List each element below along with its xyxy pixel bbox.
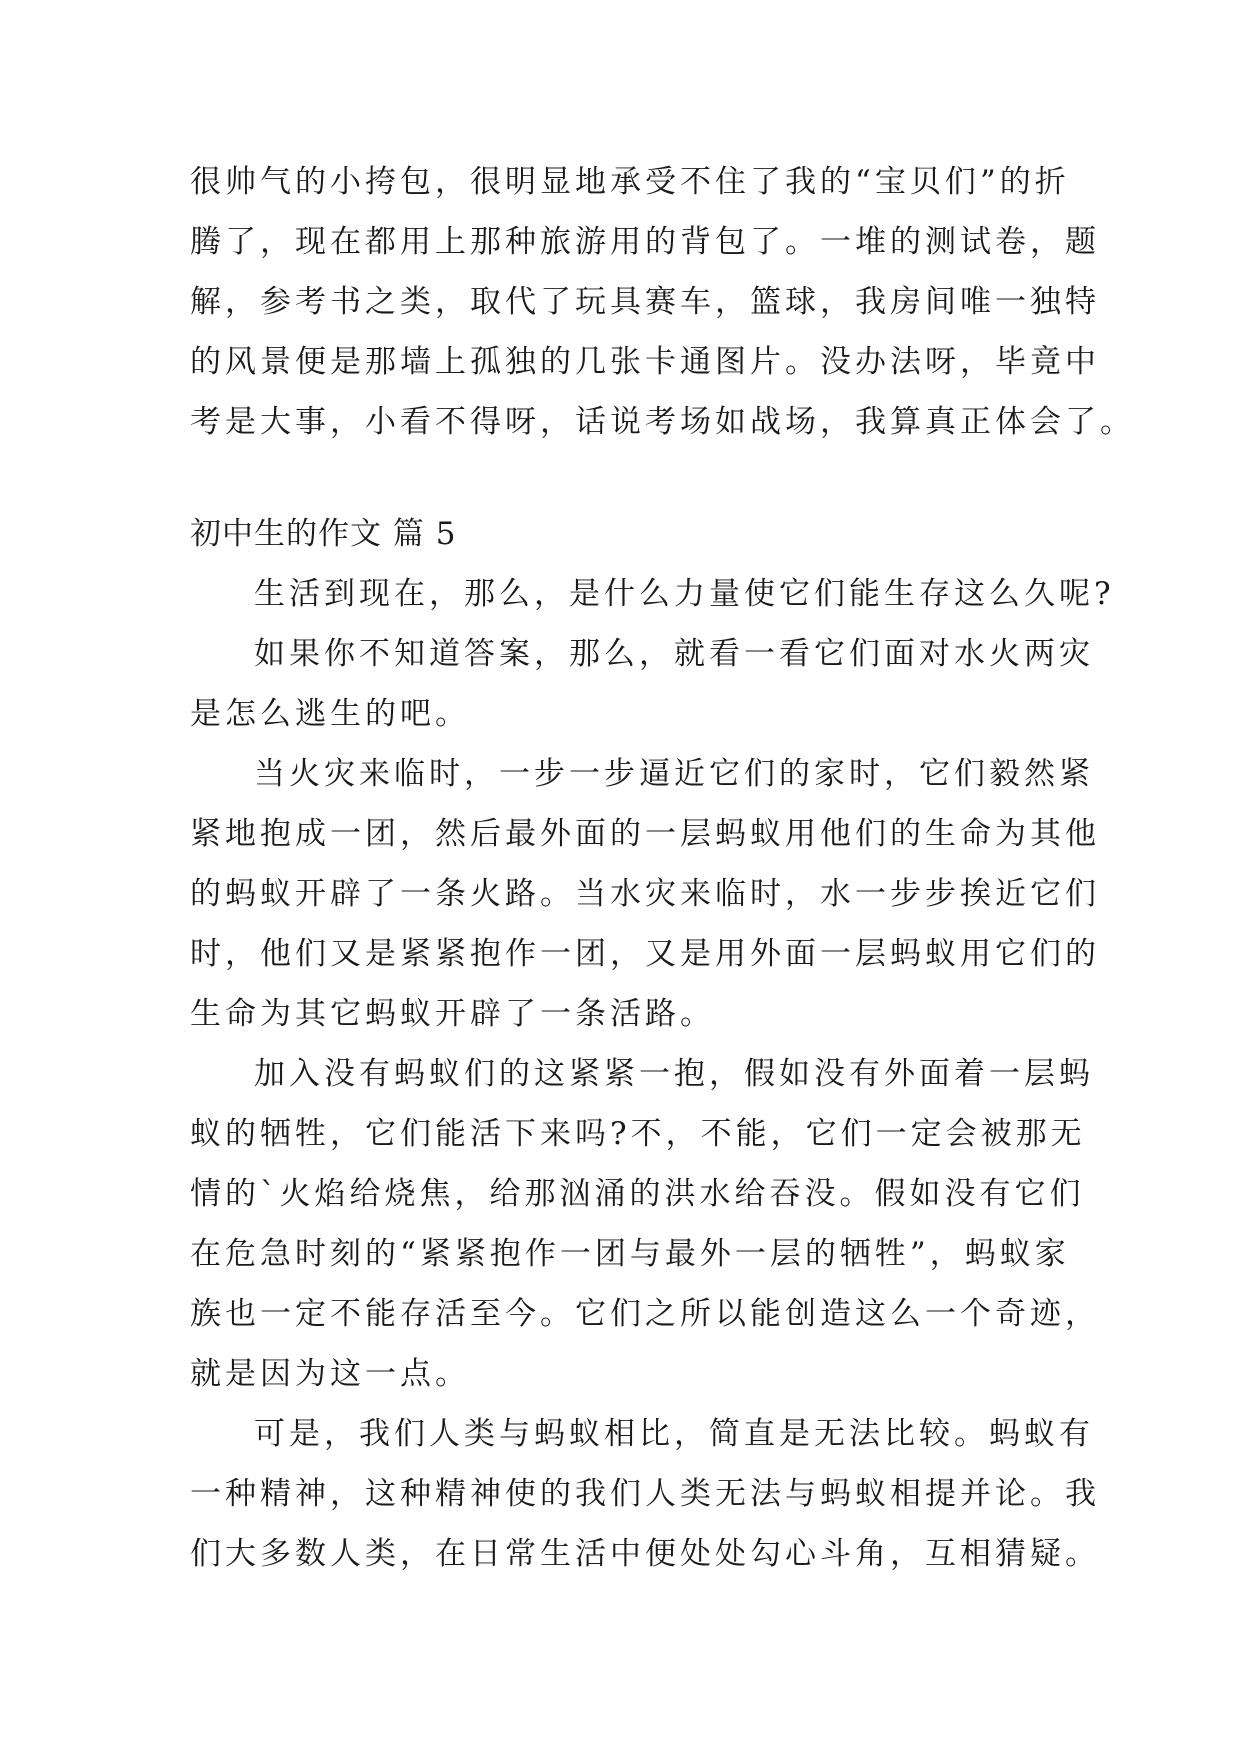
text-line: 加入没有蚂蚁们的这紧紧一抱，假如没有外面着一层蚂 xyxy=(254,1056,1094,1092)
text-line: 们大多数人类，在日常生活中便处处勾心斗角，互相猜疑。 xyxy=(190,1536,1100,1572)
text-line: 紧地抱成一团，然后最外面的一层蚂蚁用他们的生命为其他 xyxy=(190,816,1100,852)
text-line: 当火灾来临时，一步一步逼近它们的家时，它们毅然紧 xyxy=(254,756,1094,792)
text-line: 蚁的牺牲，它们能活下来吗?不，不能，它们一定会被那无 xyxy=(190,1116,1086,1152)
text-line: 解，参考书之类，取代了玩具赛车，篮球，我房间唯一独特 xyxy=(190,284,1100,320)
text-line: 的风景便是那墙上孤独的几张卡通图片。没办法呀，毕竟中 xyxy=(190,344,1100,380)
text-line: 考是大事，小看不得呀，话说考场如战场，我算真正体会了。 xyxy=(190,404,1135,440)
text-line: 生命为其它蚂蚁开辟了一条活路。 xyxy=(190,996,715,1032)
section-title: 初中生的作文 篇 5 xyxy=(190,516,457,552)
text-line: 腾了，现在都用上那种旅游用的背包了。一堆的测试卷，题 xyxy=(190,224,1100,260)
text-line: 如果你不知道答案，那么，就看一看它们面对水火两灾 xyxy=(254,636,1094,672)
text-line: 时，他们又是紧紧抱作一团，又是用外面一层蚂蚁用它们的 xyxy=(190,936,1100,972)
text-line: 一种精神，这种精神使的我们人类无法与蚂蚁相提并论。我 xyxy=(190,1476,1100,1512)
text-line: 就是因为这一点。 xyxy=(190,1356,470,1392)
text-line: 族也一定不能存活至今。它们之所以能创造这么一个奇迹， xyxy=(190,1296,1100,1332)
text-line: 情的`火焰给烧焦，给那汹涌的洪水给吞没。假如没有它们 xyxy=(190,1176,1085,1212)
text-line: 在危急时刻的“紧紧抱作一团与最外一层的牺牲”，蚂蚁家 xyxy=(190,1236,1070,1272)
text-line: 可是，我们人类与蚂蚁相比，简直是无法比较。蚂蚁有 xyxy=(254,1416,1094,1452)
text-line: 是怎么逃生的吧。 xyxy=(190,696,470,732)
text-line: 的蚂蚁开辟了一条火路。当水灾来临时，水一步步挨近它们 xyxy=(190,876,1100,912)
text-line: 生活到现在，那么，是什么力量使它们能生存这么久呢? xyxy=(254,576,1115,612)
text-line: 很帅气的小挎包，很明显地承受不住了我的“宝贝们”的折 xyxy=(190,164,1070,200)
